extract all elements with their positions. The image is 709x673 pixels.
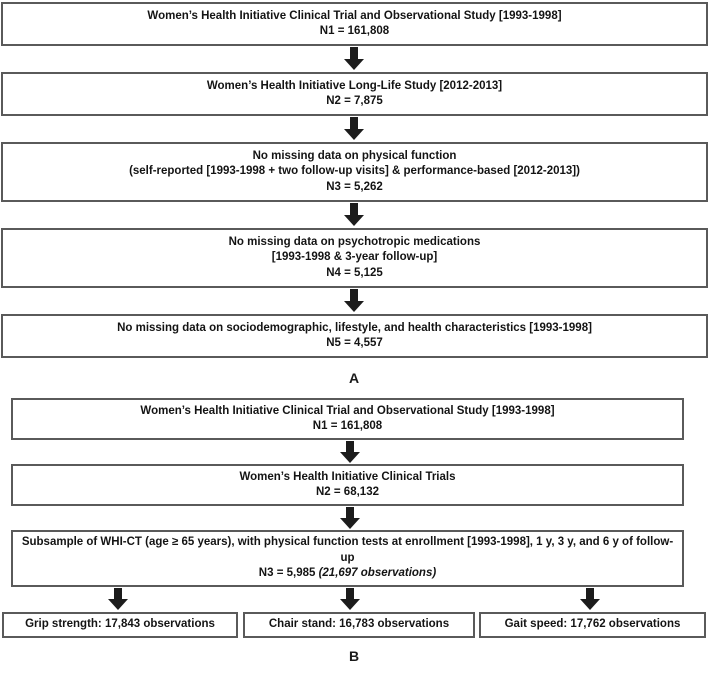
box-line: Women’s Health Initiative Long-Life Study [2012-2013] xyxy=(206,79,503,92)
box-line-observations: (21,697 observations) xyxy=(318,567,437,580)
box-line: N1 = 161,808 xyxy=(312,420,383,432)
box-line: N5 = 4,557 xyxy=(326,337,383,349)
box-line: Grip strength: 17,843 observations xyxy=(25,618,215,631)
whi-ct-os-box-b xyxy=(11,398,684,440)
box-line: Women’s Health Initiative Clinical Trial and Observational Study [1993-1998] xyxy=(147,9,562,22)
sociodemographic-box-a xyxy=(1,314,708,358)
box-line: Gait speed: 17,762 observations xyxy=(504,618,681,631)
box-line: N2 = 7,875 xyxy=(326,95,383,107)
whi-ct-subsample-box-b xyxy=(11,530,684,587)
physical-function-box-a xyxy=(1,142,708,202)
box-line: Chair stand: 16,783 observations xyxy=(268,618,450,631)
box-line xyxy=(259,566,436,582)
psychotropic-medications-box-a xyxy=(1,228,708,288)
whi-ct-os-box-a xyxy=(1,2,708,46)
box-line: N3 = 5,262 xyxy=(326,180,383,193)
box-line: No missing data on psychotropic medications xyxy=(228,235,481,248)
box-line: Women’s Health Initiative Clinical Trials xyxy=(239,470,456,483)
box-line: N4 = 5,125 xyxy=(326,266,383,279)
box-line: (self-reported [1993-1998 + two follow-up visits] & performance-based [2012-2013]) xyxy=(129,165,580,178)
box-line: No missing data on physical function xyxy=(252,149,457,162)
box-line: N1 = 161,808 xyxy=(319,25,390,37)
box-line: N2 = 68,132 xyxy=(316,486,379,498)
whi-clinical-trials-box-b xyxy=(11,464,684,506)
box-line: Women’s Health Initiative Clinical Trial and Observational Study [1993-1998] xyxy=(140,404,555,417)
box-line: Subsample of WHI-CT (age ≥ 65 years), with physical function tests at enrollment [1993-1998], 1 y, 3 y, and 6 y of follow-up xyxy=(21,536,674,564)
gait-speed-box xyxy=(479,612,706,638)
box-line-count: N3 = 5,985 xyxy=(258,567,319,580)
box-line: [1993-1998 & 3-year follow-up] xyxy=(271,251,438,264)
whi-long-life-study-box-a xyxy=(1,72,708,116)
chair-stand-box xyxy=(243,612,475,638)
panel-label-b: B xyxy=(348,648,360,664)
box-line: No missing data on sociodemographic, lifestyle, and health characteristics [1993-1998] xyxy=(117,321,592,334)
panel-label-a: A xyxy=(348,370,360,386)
grip-strength-box xyxy=(2,612,238,638)
